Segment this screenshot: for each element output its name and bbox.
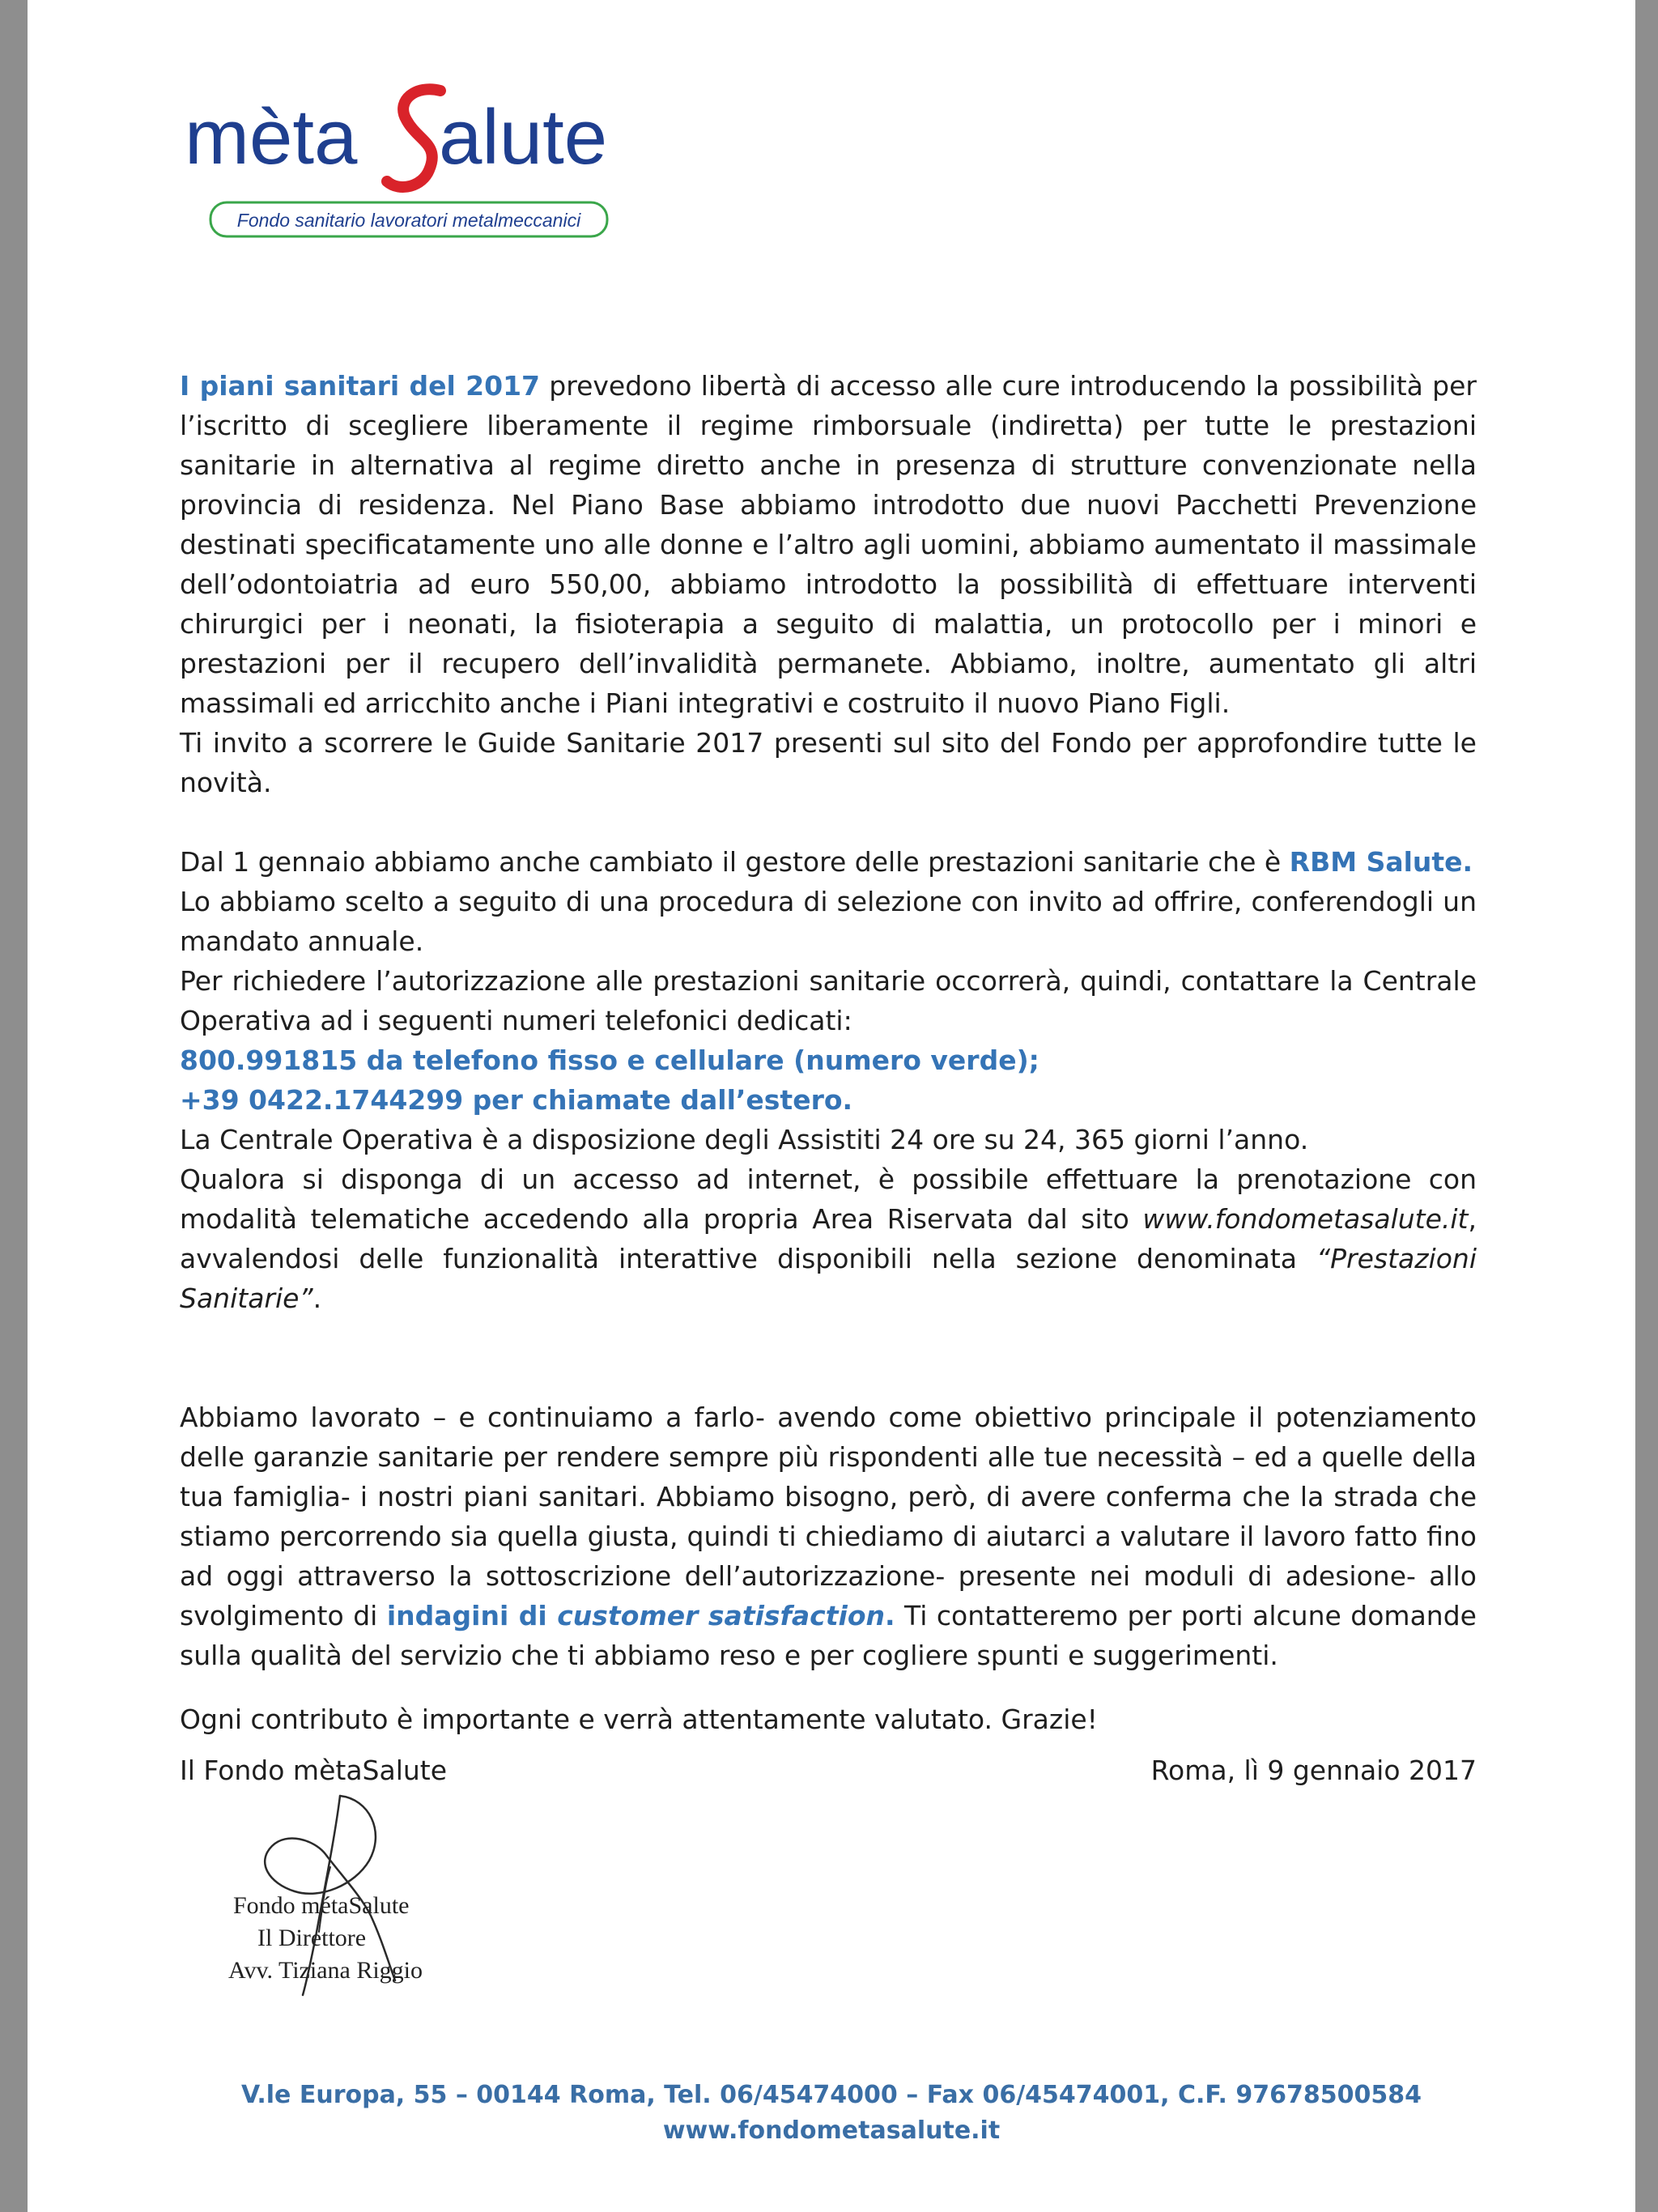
footer [28, 2078, 1635, 2149]
rbm-salute-highlight: RBM Salute. [1289, 846, 1473, 878]
signature-line-fund: Fondo métaSalute [233, 1892, 410, 1919]
metasalute-logo [183, 73, 628, 251]
section-name: “Prestazioni Sanitarie” [180, 1243, 1477, 1314]
paragraph-centrale-operativa: La Centrale Operativa è a disposizione degli Assistiti 24 ore su 24, 365 giorni l’anno. [180, 1124, 1309, 1155]
paragraph-text: Dal 1 gennaio abbiamo anche cambiato il gestore delle prestazioni sanitarie che è [180, 846, 1290, 878]
paragraph-text: Ti contatteremo per porti alcune domande sulla qualità del servizio che ti abbiamo reso e per cogliere spunti e suggerimenti. [180, 1600, 1477, 1671]
logo-swoosh-s [387, 89, 440, 187]
piani-sanitari-highlight: I piani sanitari del 2017 [180, 370, 540, 402]
paragraph-text: Abbiamo lavorato – e continuiamo a farlo- avendo come obiettivo principale il potenziamento delle garanzie sanitarie per rendere sempre più rispondenti alle tue necessità – ed a quelle della tua famiglia- i nostri piani sanitari. Abbiamo bisogno, però, di avere conferma che la strada che stiamo percorrendo sia quella giusta, quindi ti chiediamo di aiutarci a valutare il lavoro fatto fino ad oggi attraverso la sottoscrizione dell’autorizzazione- presente nei moduli di adesione- allo svolgimento di [180, 1402, 1477, 1631]
paragraph-autorizzazione: Per richiedere l’autorizzazione alle prestazioni sanitarie occorrerà, quindi, contattare la Centrale Operativa ad i seguenti numeri telefonici dedicati: [180, 965, 1477, 1036]
paragraph-grazie: Ogni contributo è importante e verrà attentamente valutato. Grazie! [180, 1704, 1098, 1735]
customer-satisfaction-highlight: customer satisfaction [557, 1600, 885, 1631]
website-link: www.fondometasalute.it [1142, 1203, 1469, 1235]
paragraph-text: , avvalendosi delle funzionalità interattive disponibili nella sezione denominata [180, 1203, 1477, 1274]
letter-page [28, 0, 1635, 2212]
phone-abroad: +39 0422.1744299 per chiamate dall’estero. [180, 1084, 853, 1116]
footer-website: www.fondometasalute.it [662, 2116, 1001, 2145]
letter-date: Roma, lì 9 gennaio 2017 [1150, 1755, 1477, 1786]
paragraph-text: . [312, 1283, 322, 1314]
signature-line-role: Il Direttore [257, 1925, 367, 1951]
signature-block [219, 1778, 461, 1997]
signature-line-name: Avv. Tiziana Riggio [228, 1957, 423, 1984]
logo-graphic [183, 73, 628, 251]
indagini-highlight: indagini di [386, 1600, 558, 1631]
paragraph-customer-satisfaction [180, 1397, 1477, 1675]
paragraph-text: Qualora si disponga di un accesso ad internet, è possibile effettuare la prenotazione con modalità telematiche accedendo alla propria Area Riservata dal sito [180, 1163, 1477, 1235]
paragraph-mandato: Lo abbiamo scelto a seguito di una procedura di selezione con invito ad offrire, conferendogli un mandato annuale. [180, 886, 1477, 957]
highlight-period: . [885, 1600, 895, 1631]
logo-tagline: Fondo sanitario lavoratori metalmeccanici [236, 210, 581, 231]
phone-toll-free: 800.991815 da telefono fisso e cellulare (numero verde); [180, 1044, 1039, 1076]
paragraph-guide-sanitarie: Ti invito a scorrere le Guide Sanitarie 2017 presenti sul sito del Fondo per approfondire tutte le novità. [180, 727, 1477, 798]
paragraph-gestore [180, 842, 1477, 882]
letter-body [180, 366, 1477, 1790]
sender: Il Fondo mètaSalute [180, 1755, 448, 1786]
paragraph-internet [180, 1159, 1477, 1318]
footer-address: V.le Europa, 55 – 00144 Roma, Tel. 06/45474000 – Fax 06/45474001, C.F. 97678500584 [241, 2081, 1422, 2109]
logo-name-part2: alute [439, 94, 608, 181]
logo-name-part1: mèta [185, 94, 358, 181]
paragraph-piani-sanitari [180, 366, 1477, 723]
paragraph-text: prevedono libertà di accesso alle cure introducendo la possibilità per l’iscritto di scegliere liberamente il regime rimborsuale (indiretta) per tutte le prestazioni sanitarie in alternativa al regime diretto anche in presenza di strutture convenzionate nella provincia di residenza. Nel Piano Base abbiamo introdotto due nuovi Pacchetti Prevenzione destinati specificatamente uno alle donne e l’altro agli uomini, abbiamo aumentato il massimale dell’odontoiatria ad euro 550,00, abbiamo introdotto la possibilità di effettuare interventi chirurgici per i neonati, la fisioterapia a seguito di malattia, un protocollo per i minori e prestazioni per il recupero dell’invalidità permanete. Abbiamo, inoltre, aumentato gli altri massimali ed arricchito anche i Piani integrativi e costruito il nuovo Piano Figli. [180, 370, 1477, 719]
